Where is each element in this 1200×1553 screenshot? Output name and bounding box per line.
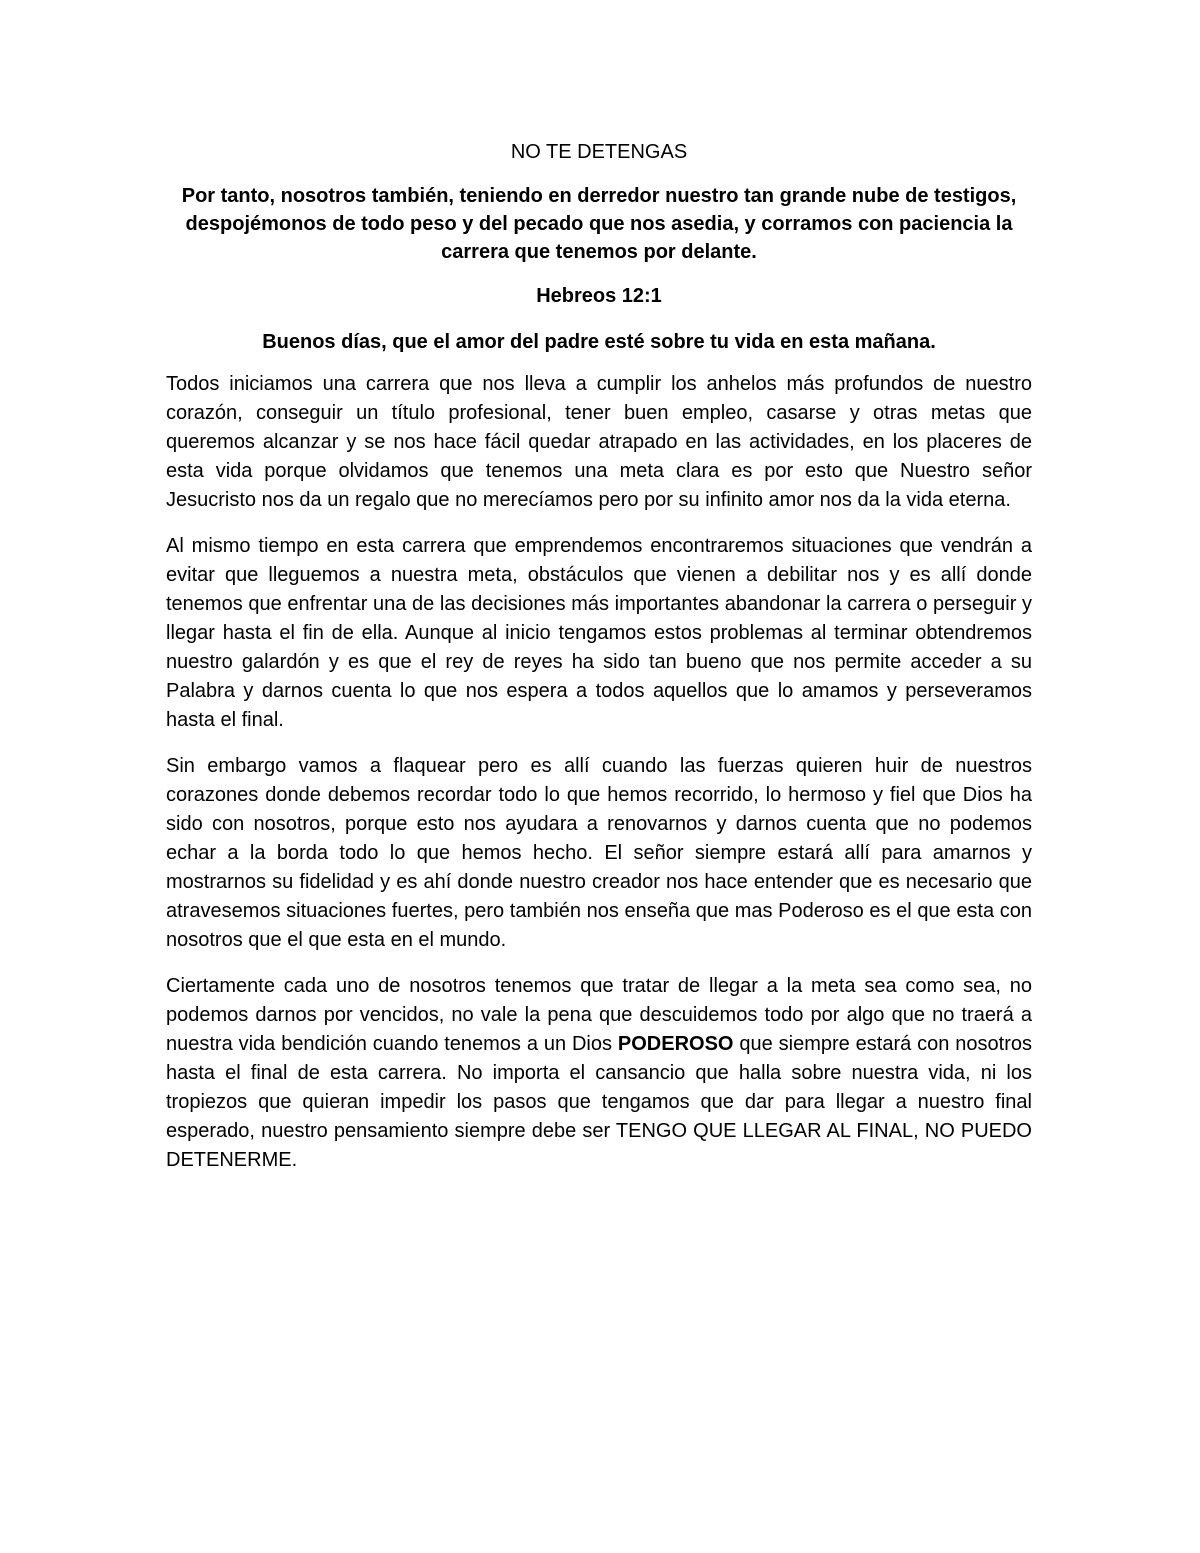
document-title: NO TE DETENGAS	[510, 141, 688, 163]
paragraph-1: Todos iniciamos una carrera que nos lleva a cumplir los anhelos más profundos de nuestro corazón, conseguir un título profesional, tener buen empleo, casarse y otras metas que queremos alcanzar y se nos hace fácil quedar atrapado en las actividades, en los placeres de esta vida porque olvidamos que tenemos una meta clara es por esto que Nuestro señor Jesucristo nos da un regalo que no merecíamos pero por su infinito amor nos da la vida eterna.	[166, 373, 1032, 511]
paragraph-4-end: que siempre estará con nosotros hasta el final de esta carrera. No importa el cansancio que halla sobre nuestra vida, ni los tropiezos que quieran impedir los pasos que tengamos que dar para llegar a nuestro final esperado, nuestro pensamiento siempre debe ser TENGO QUE LLEGAR AL FINAL, NO PUEDO DETENERME.	[166, 1033, 1033, 1171]
paragraph-3: Sin embargo vamos a flaquear pero es allí cuando las fuerzas quieren huir de nuestros corazones donde debemos recordar todo lo que hemos recorrido, lo hermoso y fiel que Dios ha sido con nosotros, porque esto nos ayudara a renovarnos y darnos cuenta que no podemos echar a la borda todo lo que hemos hecho. El señor siempre estará allí para amarnos y mostrarnos su fidelidad y es ahí donde nuestro creador nos hace entender que es necesario que atravesemos situaciones fuertes, pero también nos enseña que mas Poderoso es el que esta con nosotros que el que esta en el mundo.	[166, 755, 1032, 951]
greeting-line: Buenos días, que el amor del padre esté sobre tu vida en esta mañana.	[262, 331, 936, 353]
scripture-reference: Hebreos 12:1	[536, 285, 662, 307]
paragraph-4	[166, 972, 1032, 1175]
document-page	[166, 138, 1032, 1192]
paragraph-4-start: Ciertamente cada uno de nosotros tenemos que tratar de llegar a la meta sea como sea, no podemos darnos por vencidos, no vale la pena que descuidemos todo por algo que no traerá a nuestra vida bendición cuando tenemos a un Dios	[166, 975, 1032, 1055]
paragraph-4-emphasis: PODEROSO	[617, 1033, 734, 1055]
paragraph-2: Al mismo tiempo en esta carrera que emprendemos encontraremos situaciones que vendrán a evitar que lleguemos a nuestra meta, obstáculos que vienen a debilitar nos y es allí donde tenemos que enfrentar una de las decisiones más importantes abandonar la carrera o perseguir y llegar hasta el fin de ella. Aunque al inicio tengamos estos problemas al terminar obtendremos nuestro galardón y es que el rey de reyes ha sido tan bueno que nos permite acceder a su Palabra y darnos cuenta lo que nos espera a todos aquellos que lo amamos y perseveramos hasta el final.	[166, 535, 1032, 731]
scripture-verse: Por tanto, nosotros también, teniendo en derredor nuestro tan grande nube de testigos, despojémonos de todo peso y del pecado que nos asedia, y corramos con paciencia la carrera que tenemos por delante.	[181, 185, 1017, 263]
